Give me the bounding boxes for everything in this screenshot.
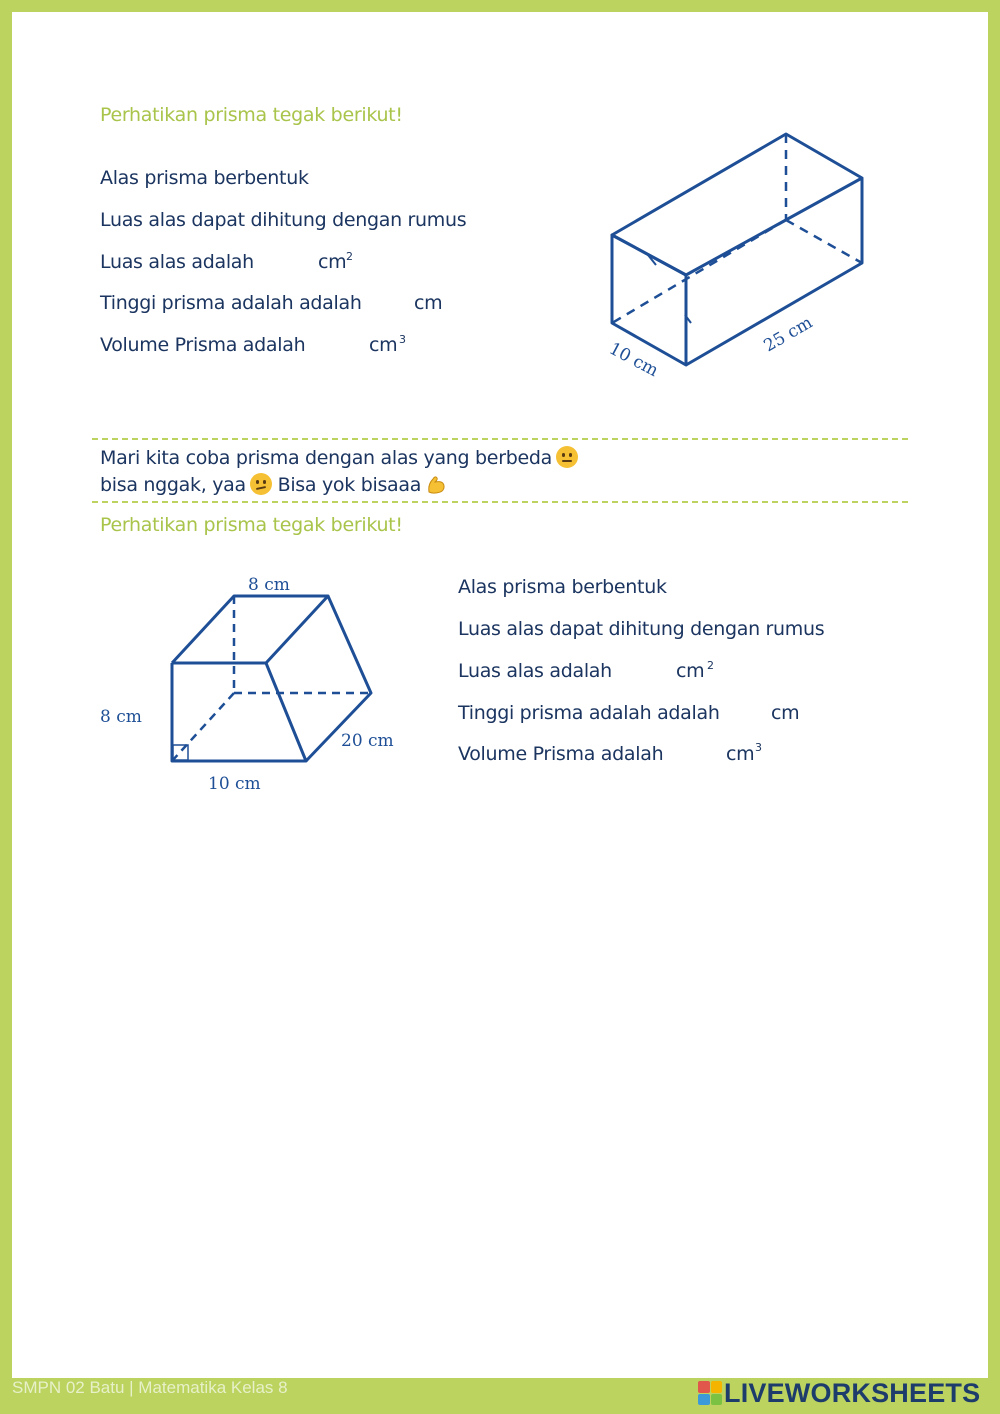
liveworksheets-logo-icon — [698, 1381, 722, 1405]
s1-luas-exponent: 2 — [346, 250, 353, 263]
divider-top — [92, 438, 908, 440]
s2-rumus-label: Luas alas dapat dihitung dengan rumus — [458, 618, 825, 640]
s1-volume-unit: cm — [369, 334, 398, 356]
s1-tinggi-unit: cm — [414, 292, 443, 314]
s2-volume-label: Volume Prisma adalah — [458, 743, 664, 765]
banner-line1 — [100, 446, 578, 469]
rectangular-prism-diagram — [590, 120, 890, 390]
confused-face-icon — [250, 473, 272, 495]
label-length: 25 cm — [760, 312, 817, 357]
s1-rumus-label: Luas alas dapat dihitung dengan rumus — [100, 209, 467, 231]
prism-top-face — [612, 134, 862, 275]
banner-line2-text-a: bisa nggak, yaa — [100, 474, 246, 496]
label-depth: 20 cm — [341, 731, 394, 751]
s1-luas-unit: cm — [318, 251, 347, 273]
s2-volume-unit: cm — [726, 743, 755, 765]
s1-volume-exponent: 3 — [399, 333, 406, 346]
s1-tinggi-label: Tinggi prisma adalah adalah — [100, 292, 362, 314]
divider-bottom — [92, 501, 908, 503]
s2-volume-exponent: 3 — [755, 741, 762, 754]
prism2-top-face — [172, 596, 328, 663]
prism2-hidden-edge-diagonal — [172, 693, 234, 761]
label-width: 10 cm — [605, 338, 662, 382]
s2-luas-label: Luas alas adalah — [458, 660, 612, 682]
label-top: 8 cm — [248, 575, 290, 595]
label-left: 8 cm — [100, 707, 142, 727]
liveworksheets-logo[interactable] — [698, 1378, 980, 1408]
footer-credit: SMPN 02 Batu | Matematika Kelas 8 — [12, 1378, 288, 1397]
section1-instruction: Perhatikan prisma tegak berikut! — [100, 104, 403, 126]
s2-luas-unit: cm — [676, 660, 705, 682]
prism2-front-face — [172, 663, 306, 761]
s2-tinggi-unit: cm — [771, 702, 800, 724]
liveworksheets-brand-text: LIVEWORKSHEETS — [724, 1377, 981, 1408]
winking-face-icon — [556, 446, 578, 468]
s2-tinggi-label: Tinggi prisma adalah adalah — [458, 702, 720, 724]
prism-hidden-edge-depth — [786, 220, 862, 263]
s1-alas-label: Alas prisma berbentuk — [100, 167, 309, 189]
label-bottom: 10 cm — [208, 774, 261, 794]
s2-luas-exponent: 2 — [707, 659, 714, 672]
pentagonal-prism-diagram — [96, 568, 416, 800]
banner-line1-text: Mari kita coba prisma dengan alas yang berbeda — [100, 447, 552, 469]
s1-luas-label: Luas alas adalah — [100, 251, 254, 273]
banner-line2-text-b: Bisa yok bisaaa — [277, 474, 422, 496]
section2-instruction: Perhatikan prisma tegak berikut! — [100, 514, 403, 536]
banner-line2 — [100, 473, 447, 496]
s1-volume-label: Volume Prisma adalah — [100, 334, 306, 356]
flexed-biceps-icon — [425, 473, 447, 495]
s2-alas-label: Alas prisma berbentuk — [458, 576, 667, 598]
